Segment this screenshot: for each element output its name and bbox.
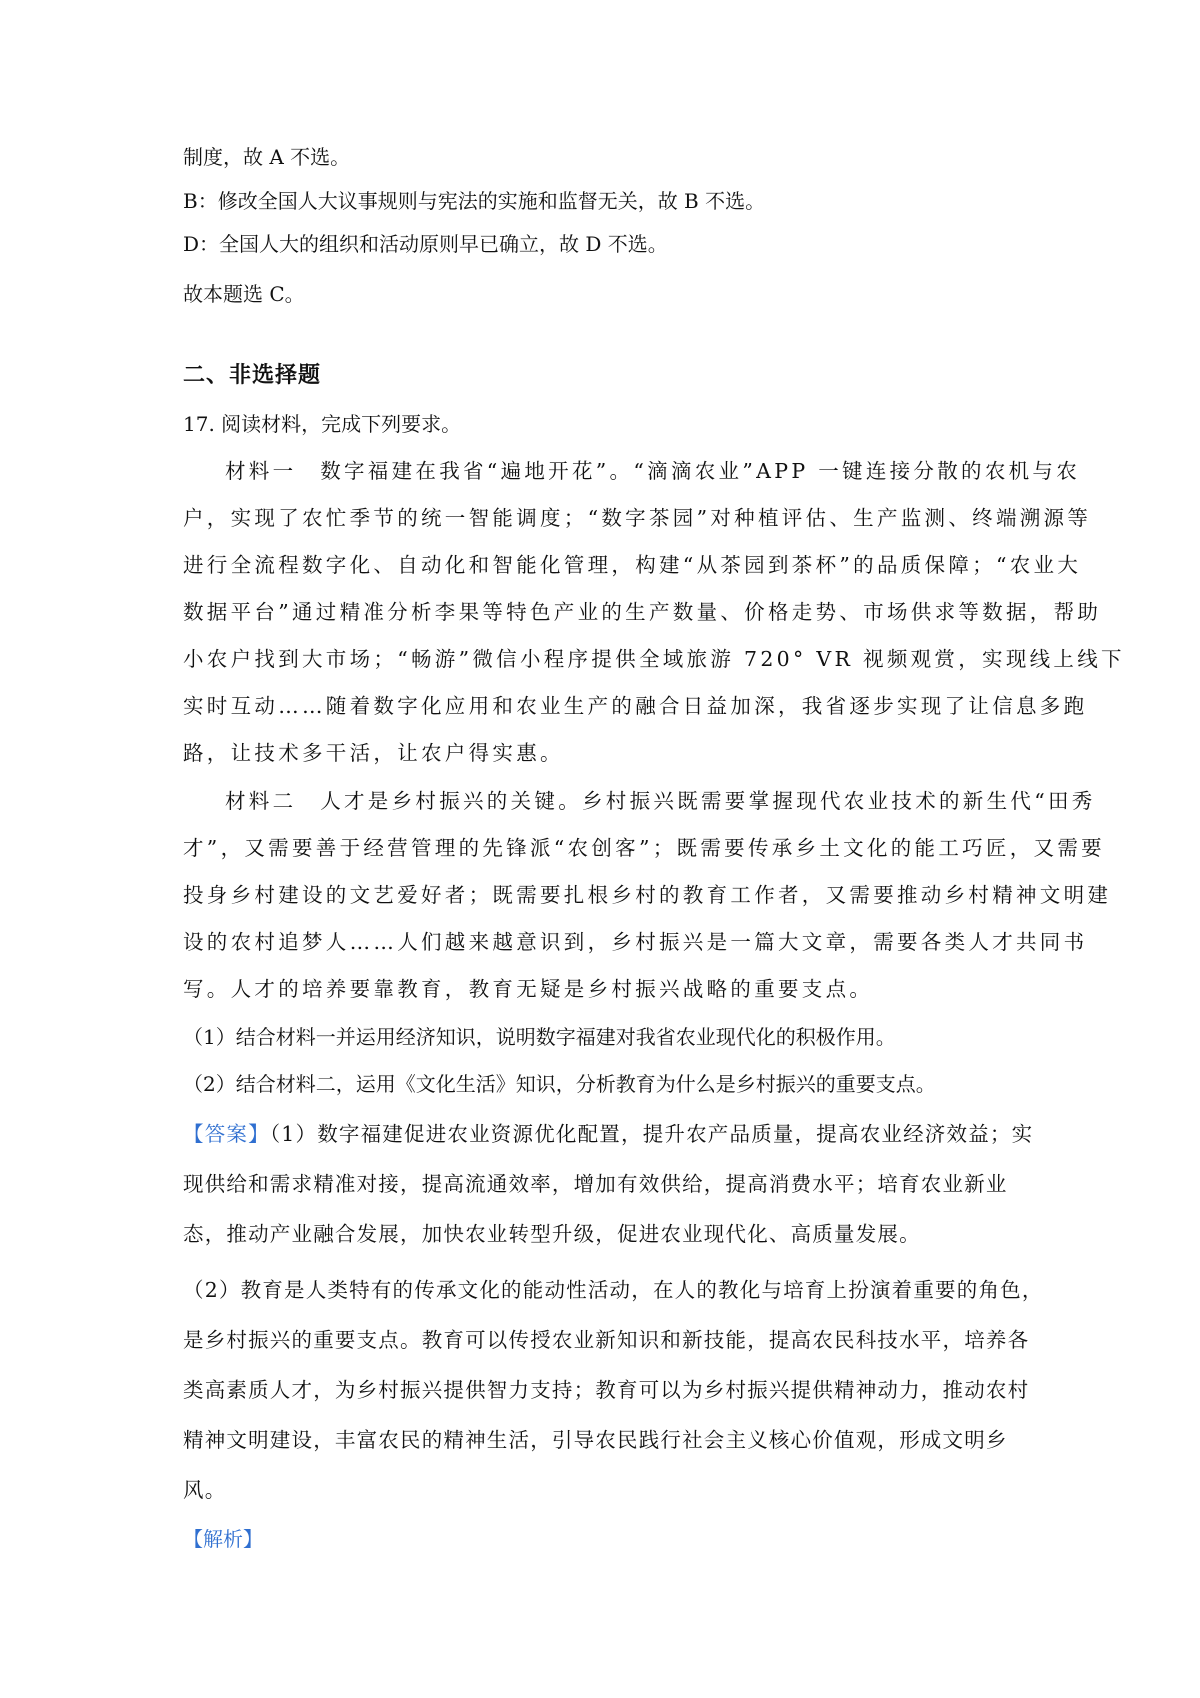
question-stem: 17. 阅读材料，完成下列要求。	[183, 412, 462, 436]
material-1-line: 路，让技术多干活，让农户得实惠。	[183, 741, 564, 765]
sub-question-2: （2）结合材料二，运用《文化生活》知识，分析教育为什么是乡村振兴的重要支点。	[183, 1072, 936, 1096]
material-1-line: 材料一 数字福建在我省“遍地开花”。“滴滴农业”APP 一键连接分散的农机与农	[225, 459, 1081, 483]
material-2-line: 投身乡村建设的文艺爱好者；既需要扎根乡村的教育工作者，又需要推动乡村精神文明建	[183, 883, 1112, 907]
answer-line	[183, 1120, 1033, 1148]
material-2-line: 才”，又需要善于经营管理的先锋派“农创客”；既需要传承乡土文化的能工巧匠，又需要	[183, 836, 1105, 860]
prev-explanation-line: B：修改全国人大议事规则与宪法的实施和监督无关，故 B 不选。	[183, 189, 766, 213]
answer-line: 态，推动产业融合发展，加快农业转型升级，促进农业现代化、高质量发展。	[183, 1222, 921, 1246]
answer-line: 风。	[183, 1478, 227, 1502]
section-heading: 二、非选择题	[183, 363, 322, 388]
material-2-line: 写。人才的培养要靠教育，教育无疑是乡村振兴战略的重要支点。	[183, 977, 874, 1001]
material-2-line: 设的农村追梦人……人们越来越意识到，乡村振兴是一篇大文章，需要各类人才共同书	[183, 930, 1088, 954]
prev-explanation-line: D：全国人大的组织和活动原则早已确立，故 D 不选。	[183, 232, 668, 256]
material-1-line: 户，实现了农忙季节的统一智能调度；“数字茶园”对种植评估、生产监测、终端溯源等	[183, 506, 1092, 530]
analysis-label: 【解析】	[183, 1527, 263, 1551]
material-1-line: 小农户找到大市场；“畅游”微信小程序提供全域旅游 720° VR 视频观赏，实现线上线下	[183, 647, 1125, 671]
material-1-line: 实时互动……随着数字化应用和农业生产的融合日益加深，我省逐步实现了让信息多跑	[183, 694, 1088, 718]
answer-line: 类高素质人才，为乡村振兴提供智力支持；教育可以为乡村振兴提供精神动力，推动农村	[183, 1378, 1030, 1402]
answer-part-1-first-line: （1）数字福建促进农业资源优化配置，提升农产品质量，提高农业经济效益；实	[269, 1122, 1034, 1146]
prev-explanation-line: 故本题选 C。	[183, 282, 305, 306]
material-1-line: 进行全流程数字化、自动化和智能化管理，构建“从茶园到茶杯”的品质保障；“农业大	[183, 553, 1082, 577]
answer-line: 精神文明建设，丰富农民的精神生活，引导农民践行社会主义核心价值观，形成文明乡	[183, 1428, 1008, 1452]
answer-label: 【答案】	[183, 1122, 270, 1146]
answer-line: 现供给和需求精准对接，提高流通效率，增加有效供给，提高消费水平；培育农业新业	[183, 1172, 1008, 1196]
material-1-line: 数据平台”通过精准分析李果等特色产业的生产数量、价格走势、市场供求等数据，帮助	[183, 600, 1102, 624]
answer-line: 是乡村振兴的重要支点。教育可以传授农业新知识和新技能，提高农民科技水平，培养各	[183, 1328, 1030, 1352]
answer-line: （2）教育是人类特有的传承文化的能动性活动，在人的教化与培育上扮演着重要的角色，	[183, 1278, 1044, 1302]
prev-explanation-line: 制度，故 A 不选。	[183, 145, 351, 169]
material-2-line: 材料二 人才是乡村振兴的关键。乡村振兴既需要掌握现代农业技术的新生代“田秀	[225, 789, 1096, 813]
sub-question-1: （1）结合材料一并运用经济知识，说明数字福建对我省农业现代化的积极作用。	[183, 1025, 896, 1049]
